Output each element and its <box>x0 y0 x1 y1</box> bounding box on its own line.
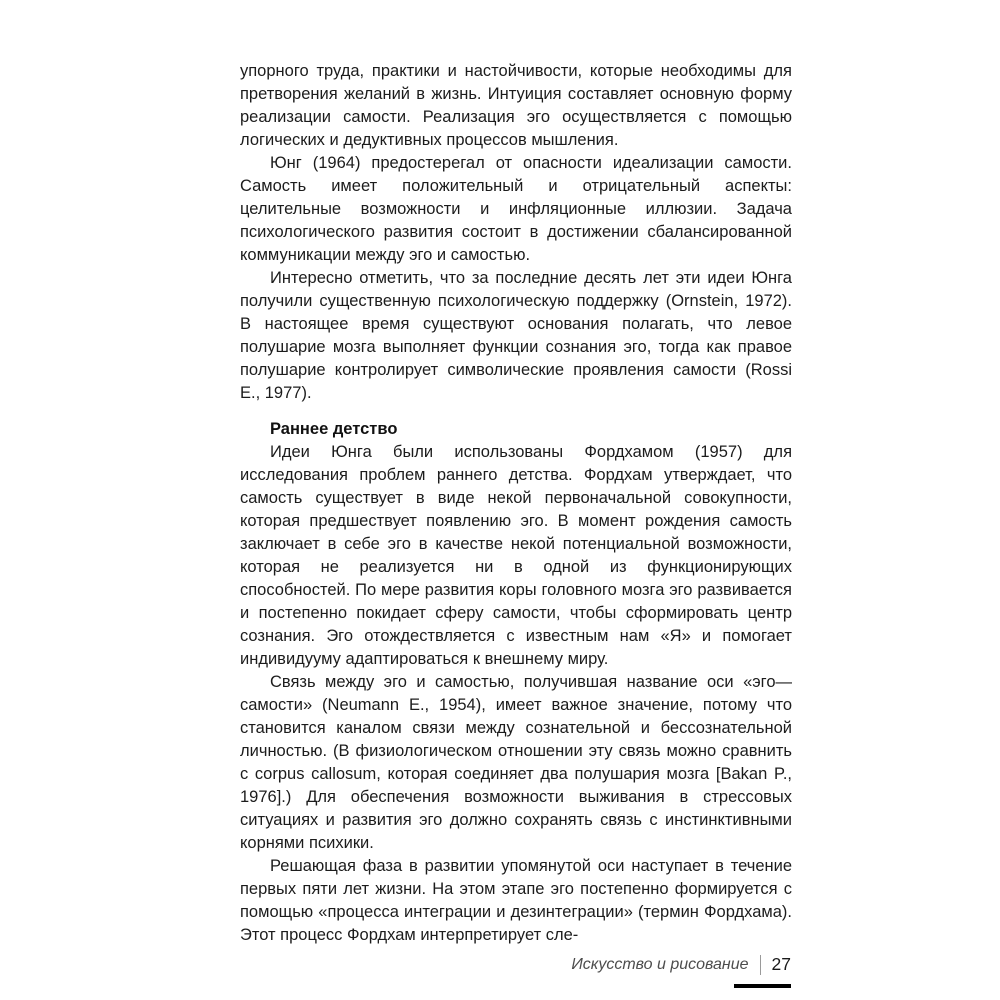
paragraph: Идеи Юнга были использованы Фордхамом (1957) для исследования проблем раннего детства. Фордхам утверждает, что самость существует в виде некой первоначальной совокупности, которая предшествует появлению эго. В момент рождения самость заключает в себе эго в качестве некой потенциальной возможности, которая не реализуется ни в одной из функционирующих способностей. По мере развития коры головного мозга эго развивается и постепенно покидает сферу самости, чтобы сформировать центр сознания. Эго отождествляется с известным нам «Я» и помогает индивидууму адаптироваться к внешнему миру. <box>240 443 792 668</box>
page-body <box>240 60 792 947</box>
paragraph: Интересно отметить, что за последние десять лет эти идеи Юнга получили существенную психологическую поддержку (Ornstein, 1972). В настоящее время существуют основания полагать, что левое полушарие мозга выполняет функции сознания эго, тогда как правое полушарие контролирует символические проявления самости (Rossi E., 1977). <box>240 269 792 402</box>
footer-section-title: Искусство и рисование <box>571 955 749 973</box>
section-heading: Раннее детство <box>270 420 398 438</box>
footer-divider <box>760 955 761 975</box>
paragraph: Решающая фаза в развитии упомянутой оси наступает в течение первых пяти лет жизни. На этом этапе эго постепенно формируется с помощью «процесса интеграции и дезинтеграции» (термин Фордхама). Этот процесс Фордхам интерпретирует сле- <box>240 857 792 944</box>
paragraph: Юнг (1964) предостерегал от опасности идеализации самости. Самость имеет положительный и отрицательный аспекты: целительные возможности и инфляционные иллюзии. Задача психологического развития состоит в достижении сбалансированной коммуникации между эго и самостью. <box>240 154 792 264</box>
paragraph: упорного труда, практики и настойчивости, которые необходимы для претворения желаний в жизнь. Интуиция составляет основную форму реализации самости. Реализация эго осуществляется с помощью логических и дедуктивных процессов мышления. <box>240 62 792 149</box>
paragraph: Связь между эго и самостью, получившая название оси «эго—самости» (Neumann E., 1954), имеет важное значение, потому что становится каналом связи между сознательной и бессознательной личностью. (В физиологическом отношении эту связь можно сравнить с corpus callosum, которая соединяет два полушария мозга [Bakan P., 1976].) Для обеспечения возможности выживания в стрессовых ситуациях и развития эго должно сохранять связь с инстинктивными корнями психики. <box>240 673 792 852</box>
page-footer <box>571 954 791 975</box>
footer-rule <box>734 984 791 988</box>
footer-page-number: 27 <box>771 954 791 974</box>
